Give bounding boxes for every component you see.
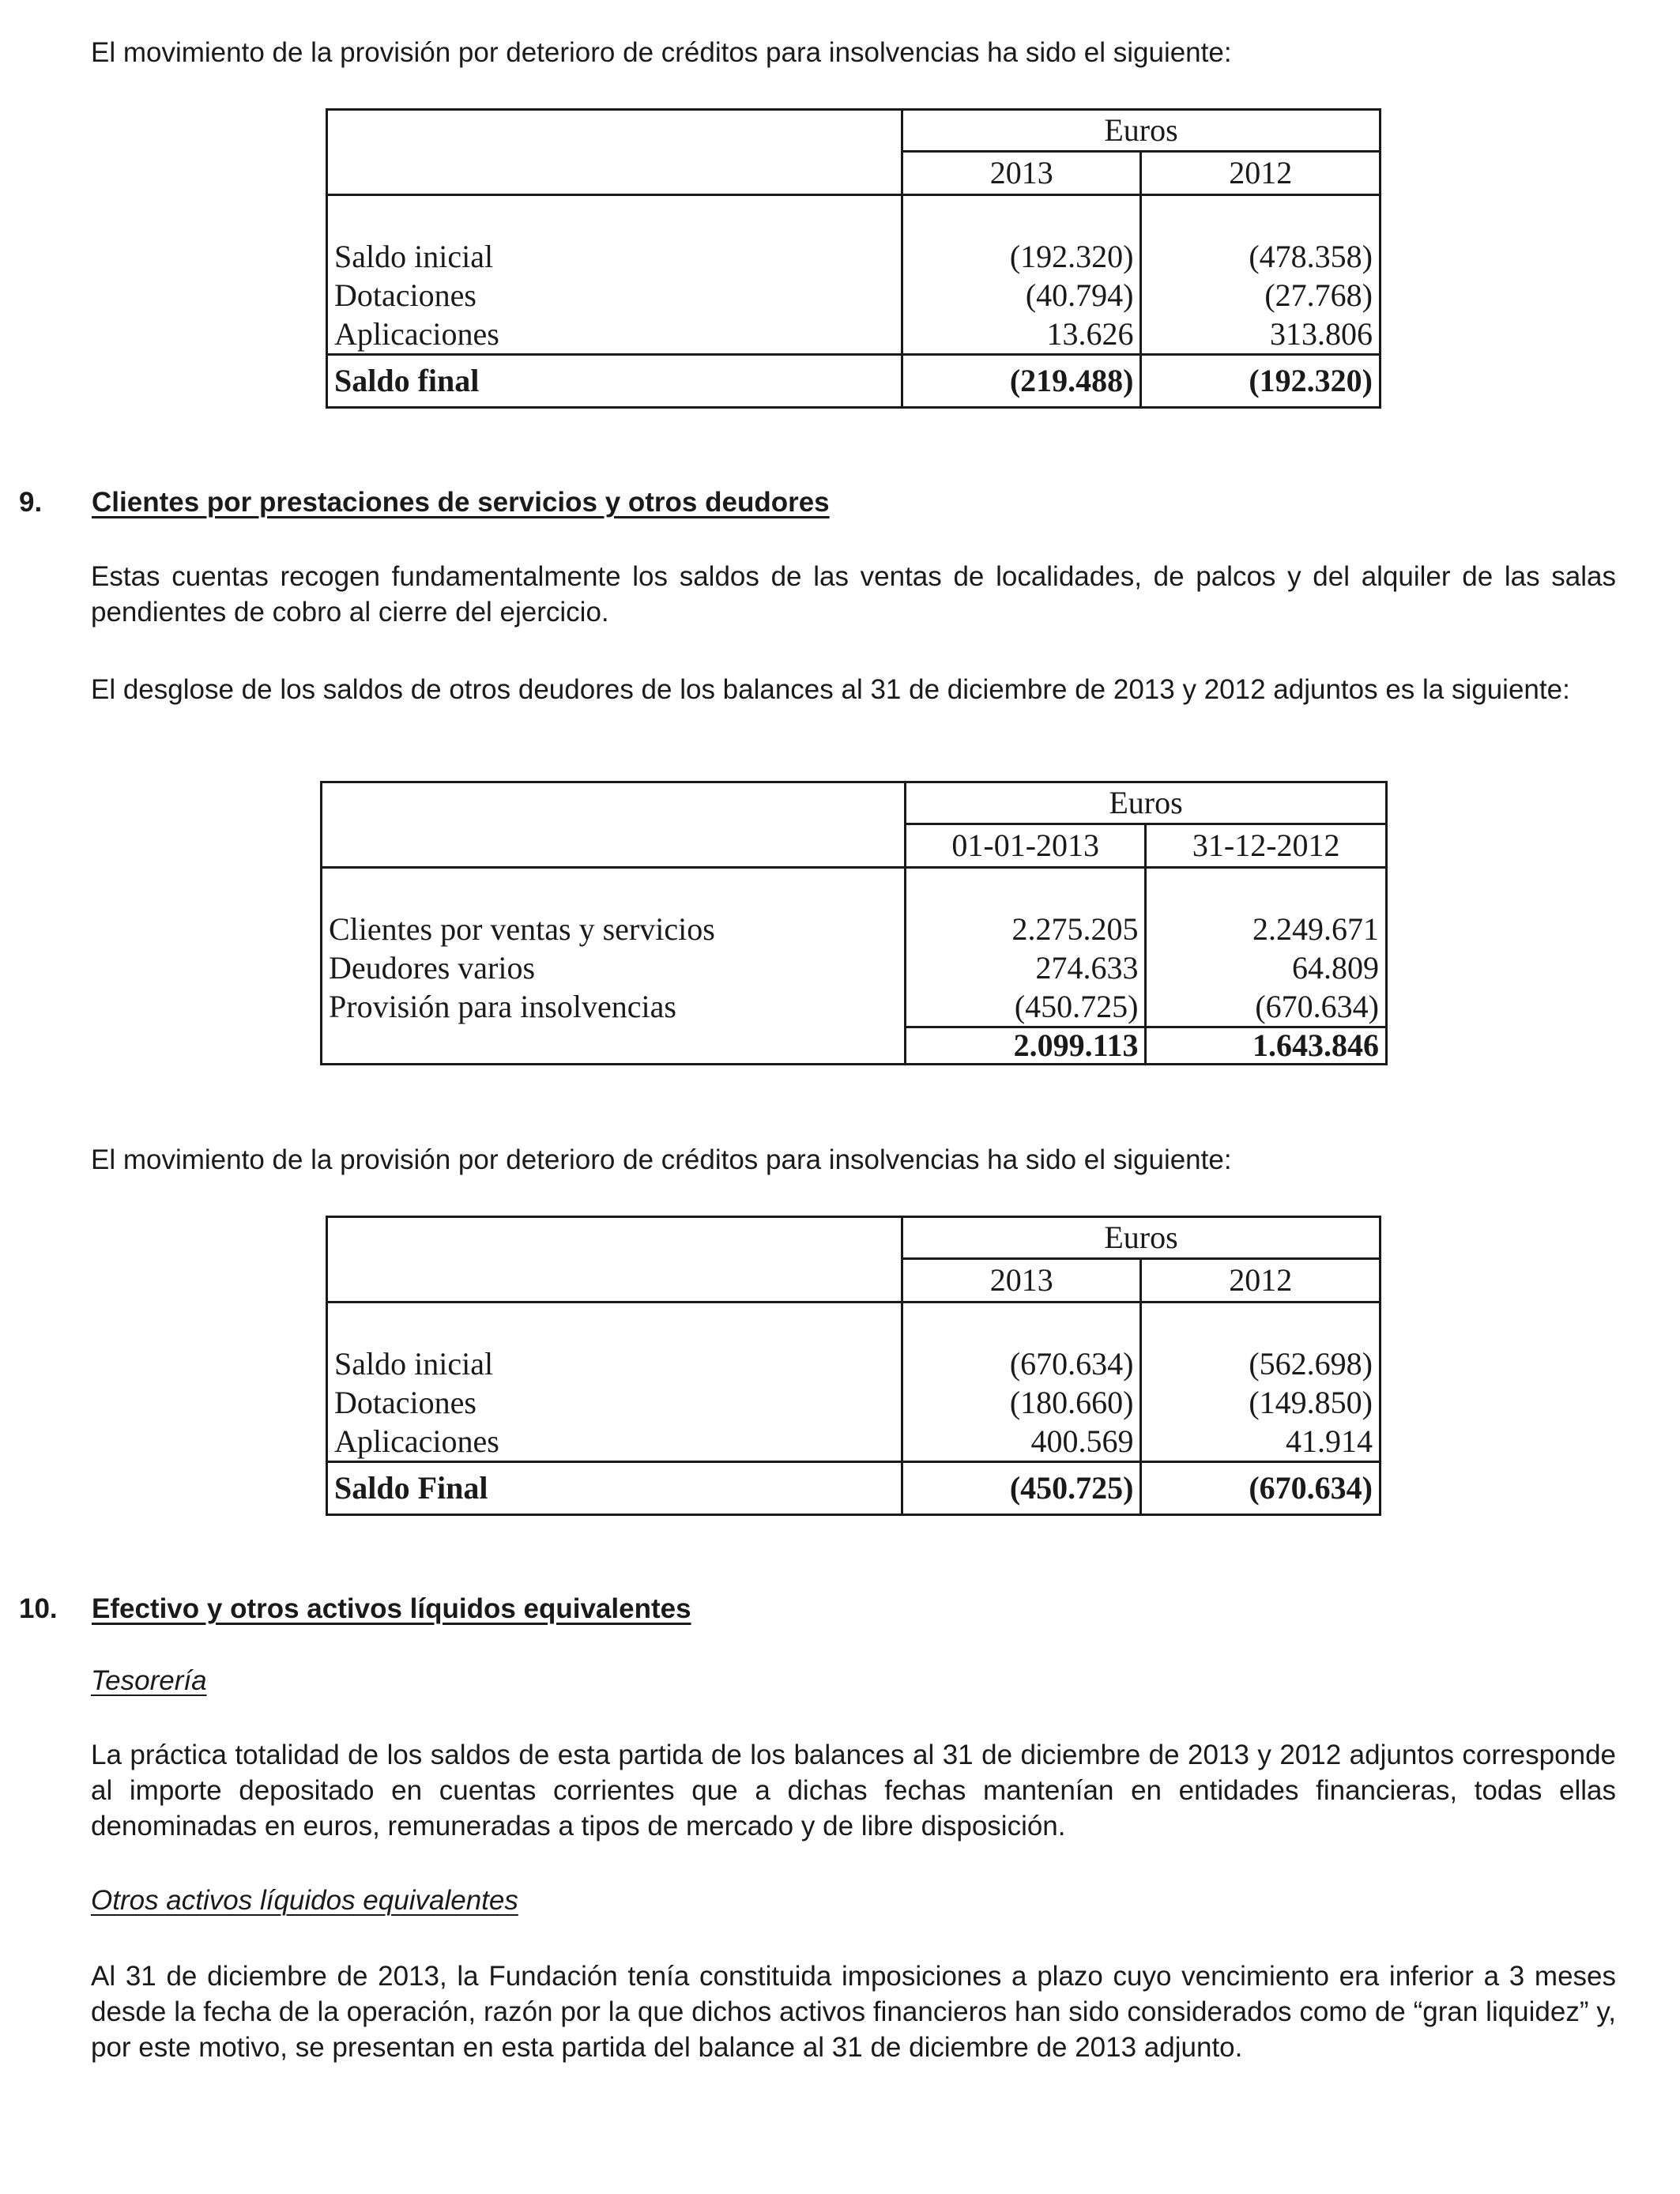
column-header-2013: 2013 [902, 152, 1141, 195]
intro-paragraph-1: El movimiento de la provisión por deterioro de créditos para insolvencias ha sido el siguiente: [91, 37, 1232, 68]
section-9-paragraph-2: El desglose de los saldos de otros deudores de los balances al 31 de diciembre de 2013 y 2012 adjuntos es la siguiente: [91, 674, 1570, 705]
section-number: 10. [19, 1593, 58, 1624]
value-col-a: (450.725) [905, 987, 1146, 1027]
value-2012: (149.850) [1141, 1383, 1381, 1422]
value-col-b: (670.634) [1146, 987, 1387, 1027]
value-2012: 41.914 [1141, 1422, 1381, 1462]
column-header-31-12-2012: 31-12-2012 [1146, 824, 1387, 868]
total-2013: (450.725) [902, 1462, 1141, 1515]
section-number: 9. [19, 487, 43, 518]
section-10-paragraph-1: La práctica totalidad de los saldos de esta partida de los balances al 31 de diciembre de 2013 y 2012 adjuntos corresponde al importe depositado en cuentas corrientes que a dichas fechas mantenían en entidades financieras, todas ellas denominadas en euros, remuneradas a tipos de mercado y de libre disposición. [91, 1740, 1616, 1842]
total-row [327, 355, 1381, 408]
table-row [327, 237, 1381, 276]
value-2012: (562.698) [1141, 1344, 1381, 1383]
table-row [327, 276, 1381, 315]
column-header-01-01-2013: 01-01-2013 [905, 824, 1146, 868]
value-2013: (670.634) [902, 1344, 1141, 1383]
value-col-a: 274.633 [905, 948, 1146, 987]
table-row [327, 1383, 1381, 1422]
section-10-paragraph-2: Al 31 de diciembre de 2013, la Fundación tenía constituida imposiciones a plazo cuyo vencimiento era inferior a 3 meses desde la fecha de la operación, razón por la que dichos activos financieros han sido considerados como de “gran liquidez” y, por este motivo, se presentan en esta partida del balance al 31 de diciembre de 2013 adjunto. [91, 1961, 1616, 2063]
value-2013: 400.569 [902, 1422, 1141, 1462]
row-label: Saldo inicial [327, 1344, 902, 1383]
section-10-heading [19, 1591, 691, 1627]
table-row [327, 1344, 1381, 1383]
value-col-b: 2.249.671 [1146, 910, 1387, 948]
value-col-a: 2.275.205 [905, 910, 1146, 948]
provision-movement-table-2 [326, 1216, 1381, 1516]
total-2012: (670.634) [1141, 1462, 1381, 1515]
value-2013: (180.660) [902, 1383, 1141, 1422]
subheading-tesoreria: Tesorería [91, 1665, 207, 1696]
column-group-header: Euros [905, 782, 1386, 824]
column-group-header: Euros [902, 1217, 1381, 1259]
value-2012: (478.358) [1141, 237, 1381, 276]
row-label: Clientes por ventas y servicios [322, 910, 906, 948]
value-2012: (27.768) [1141, 276, 1381, 315]
value-2012: 313.806 [1141, 315, 1381, 355]
total-label: Saldo final [327, 355, 902, 408]
table-row [327, 315, 1381, 355]
table-row [322, 987, 1387, 1027]
intro-paragraph-2: El movimiento de la provisión por deterioro de créditos para insolvencias ha sido el siguiente: [91, 1144, 1232, 1175]
other-debtors-table [320, 781, 1388, 1065]
row-label: Saldo inicial [327, 237, 902, 276]
total-col-b: 1.643.846 [1146, 1027, 1387, 1065]
table-row [322, 948, 1387, 987]
table-corner-cell [327, 1217, 902, 1302]
row-label: Aplicaciones [327, 1422, 902, 1462]
section-9-paragraph-1: Estas cuentas recogen fundamentalmente los saldos de las ventas de localidades, de palcos y del alquiler de las salas pendientes de cobro al cierre del ejercicio. [91, 561, 1616, 628]
subheading-otros-activos: Otros activos líquidos equivalentes [91, 1885, 518, 1916]
table-corner-cell [327, 110, 902, 195]
table-corner-cell [322, 782, 906, 868]
total-label: Saldo Final [327, 1462, 902, 1515]
table-row [327, 1422, 1381, 1462]
column-header-2012: 2012 [1141, 152, 1381, 195]
row-label: Provisión para insolvencias [322, 987, 906, 1027]
section-title: Clientes por prestaciones de servicios y otros deudores [92, 487, 830, 518]
row-label: Deudores varios [322, 948, 906, 987]
row-label: Dotaciones [327, 1383, 902, 1422]
table-row [322, 910, 1387, 948]
total-row [322, 1027, 1387, 1065]
row-label: Dotaciones [327, 276, 902, 315]
column-group-header: Euros [902, 110, 1381, 152]
value-col-b: 64.809 [1146, 948, 1387, 987]
value-2013: (192.320) [902, 237, 1141, 276]
row-label: Aplicaciones [327, 315, 902, 355]
total-2013: (219.488) [902, 355, 1141, 408]
section-9-heading [19, 484, 830, 520]
provision-movement-table-1 [326, 108, 1381, 409]
total-col-a: 2.099.113 [905, 1027, 1146, 1065]
section-title: Efectivo y otros activos líquidos equivalentes [92, 1593, 691, 1624]
value-2013: (40.794) [902, 276, 1141, 315]
value-2013: 13.626 [902, 315, 1141, 355]
column-header-2012: 2012 [1141, 1259, 1381, 1302]
total-2012: (192.320) [1141, 355, 1381, 408]
column-header-2013: 2013 [902, 1259, 1141, 1302]
total-row [327, 1462, 1381, 1515]
